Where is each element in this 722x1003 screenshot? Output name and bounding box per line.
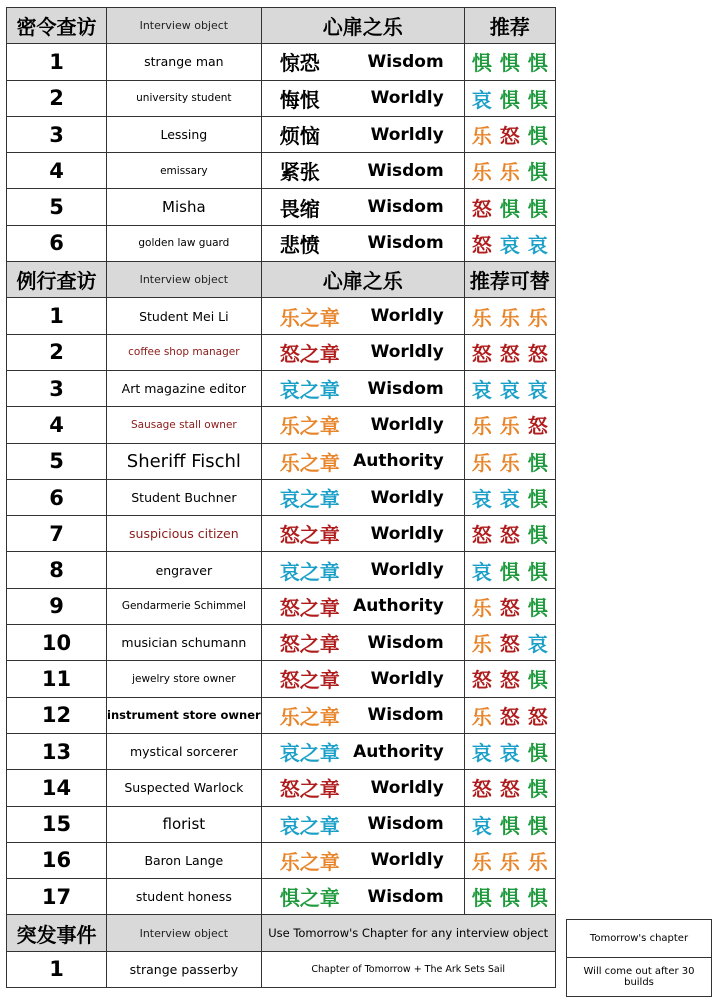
table-row [7, 842, 556, 878]
section-header-secret [7, 8, 556, 44]
heart-emotion: 哀之章 [279, 487, 340, 511]
interview-object: Misha [107, 189, 262, 225]
recommend-emotion: 怒 [471, 777, 492, 802]
heart-cell [261, 298, 464, 334]
recommend-emotion: 乐 [471, 305, 492, 330]
heart-cell [261, 697, 464, 733]
interview-object: coffee shop manager [107, 334, 262, 370]
table-row [7, 552, 556, 588]
recommend-cell [464, 370, 555, 406]
recommend-cell [464, 625, 555, 661]
recommend-emotion: 怒 [471, 341, 492, 366]
table-row [7, 298, 556, 334]
heart-cell [261, 879, 464, 915]
heart-emotion: 乐之章 [279, 305, 340, 330]
recommend-emotion: 乐 [499, 160, 520, 185]
recommend-emotion: 惧 [471, 51, 492, 76]
interview-object: Gendarmerie Schimmel [107, 588, 262, 624]
heart-type: Wisdom [367, 632, 444, 653]
table-row [7, 407, 556, 443]
interview-table [6, 7, 556, 988]
recommend-emotion: 乐 [499, 450, 520, 475]
row-number: 3 [7, 370, 107, 406]
recommend-cell [464, 334, 555, 370]
table-row [7, 116, 556, 152]
heart-cell [261, 516, 464, 552]
row-number: 5 [7, 443, 107, 479]
recommend-emotion: 怒 [527, 414, 548, 439]
recommend-emotion: 怒 [499, 668, 520, 693]
recommend-emotion: 惧 [527, 741, 548, 766]
recommend-emotion: 哀 [499, 378, 520, 403]
recommend-emotion: 乐 [499, 305, 520, 330]
interview-object: Baron Lange [107, 842, 262, 878]
heart-type: Worldly [370, 850, 444, 871]
heart-cell [261, 733, 464, 769]
recommend-cell [464, 552, 555, 588]
interview-object: Suspected Warlock [107, 770, 262, 806]
recommend-emotion: 怒 [499, 341, 520, 366]
table-row [7, 625, 556, 661]
recommend-emotion: 惧 [527, 450, 548, 475]
heart-emotion: 哀之章 [279, 813, 340, 838]
recommend-emotion: 怒 [499, 523, 520, 548]
row-number: 6 [7, 479, 107, 515]
heart-type: Worldly [370, 88, 444, 109]
recommend-emotion: 惧 [499, 559, 520, 584]
row-number: 11 [7, 661, 107, 697]
recommend-emotion: 惧 [527, 813, 548, 838]
recommend-emotion: 惧 [527, 886, 548, 911]
recommend-emotion: 乐 [471, 595, 492, 620]
heart-type: Wisdom [367, 378, 444, 399]
heart-type: Worldly [370, 668, 444, 689]
heart-type: Worldly [370, 523, 444, 544]
heart-emotion: 怒之章 [279, 777, 340, 802]
recommend-emotion: 怒 [499, 777, 520, 802]
row-number: 12 [7, 697, 107, 733]
recommend-cell [464, 443, 555, 479]
interview-object: Student Mei Li [107, 298, 262, 334]
table-row [7, 334, 556, 370]
recommend-emotion: 乐 [471, 160, 492, 185]
section-title: 突发事件 [7, 915, 107, 951]
table-row [7, 153, 556, 189]
recommend-cell [464, 661, 555, 697]
heart-emotion: 乐之章 [279, 450, 340, 475]
heart-cell [261, 189, 464, 225]
recommend-cell [464, 298, 555, 334]
recommend-emotion: 怒 [527, 341, 548, 366]
heart-type: Worldly [370, 560, 444, 581]
row-number: 1 [7, 951, 107, 987]
recommend-emotion: 乐 [471, 124, 492, 149]
recommend-emotion: 惧 [527, 777, 548, 802]
heart-type: Wisdom [367, 705, 444, 726]
heart-emotion: 紧张 [279, 160, 320, 185]
recommend-emotion: 乐 [471, 414, 492, 439]
heart-cell [261, 770, 464, 806]
interview-object: suspicious citizen [107, 516, 262, 552]
recommend-emotion: 乐 [471, 849, 492, 874]
heart-emotion: 悲愤 [279, 232, 320, 257]
recommend-cell [464, 225, 555, 261]
recommend-emotion: 怒 [499, 632, 520, 657]
recommend-emotion: 乐 [527, 305, 548, 330]
recommend-emotion: 惧 [499, 51, 520, 76]
interview-object: jewelry store owner [107, 661, 262, 697]
interview-object: Student Buchner [107, 479, 262, 515]
table-row [7, 879, 556, 915]
heart-type: Wisdom [367, 51, 444, 72]
row-number: 6 [7, 225, 107, 261]
table-row [7, 588, 556, 624]
row-number: 8 [7, 552, 107, 588]
section-header-sudden [7, 915, 556, 951]
heart-emotion: 悔恨 [279, 87, 320, 112]
heart-emotion: 惧之章 [279, 886, 340, 911]
table-row [7, 80, 556, 116]
heart-emotion: 怒之章 [279, 595, 340, 620]
recommend-emotion: 惧 [471, 886, 492, 911]
recommend-cell [464, 407, 555, 443]
recommend-emotion: 哀 [471, 487, 492, 511]
recommend-emotion: 惧 [499, 813, 520, 838]
interview-object: emissary [107, 153, 262, 189]
heart-type: Worldly [370, 414, 444, 435]
heart-cell [261, 842, 464, 878]
recommend-emotion: 乐 [499, 849, 520, 874]
heart-cell [261, 44, 464, 80]
recommend-cell [464, 116, 555, 152]
row-number: 5 [7, 189, 107, 225]
table-row [7, 370, 556, 406]
heart-emotion: 哀之章 [279, 559, 340, 584]
recommend-emotion: 哀 [527, 378, 548, 403]
recommend-emotion: 哀 [499, 741, 520, 766]
recommend-emotion: 怒 [471, 668, 492, 693]
heart-emotion: 烦恼 [279, 124, 320, 149]
recommend-cell [464, 153, 555, 189]
section-title: 例行查访 [7, 262, 107, 298]
tomorrow-chapter-title: Tomorrow's chapter [567, 920, 712, 958]
heart-header: 心扉之乐 [261, 262, 464, 298]
heart-type: Wisdom [367, 233, 444, 254]
heart-emotion: 怒之章 [279, 523, 340, 548]
recommend-emotion: 哀 [471, 87, 492, 112]
recommend-emotion: 怒 [499, 704, 520, 729]
heart-cell [261, 552, 464, 588]
object-header: Interview object [107, 8, 262, 44]
recommend-emotion: 怒 [499, 595, 520, 620]
heart-type: Wisdom [367, 197, 444, 218]
interview-object: golden law guard [107, 225, 262, 261]
heart-cell [261, 225, 464, 261]
recommend-emotion: 哀 [499, 232, 520, 257]
heart-emotion: 怒之章 [279, 341, 340, 366]
heart-type: Worldly [370, 306, 444, 327]
heart-type: Wisdom [367, 160, 444, 181]
heart-emotion: 惊恐 [279, 51, 320, 76]
recommend-emotion: 惧 [527, 559, 548, 584]
recommend-cell [464, 770, 555, 806]
interview-object: mystical sorcerer [107, 733, 262, 769]
recommend-emotion: 惧 [527, 160, 548, 185]
recommend-emotion: 惧 [527, 87, 548, 112]
recommend-cell [464, 516, 555, 552]
heart-header: 心扉之乐 [261, 8, 464, 44]
object-header: Interview object [107, 262, 262, 298]
heart-cell [261, 443, 464, 479]
row-number: 14 [7, 770, 107, 806]
recommend-emotion: 惧 [527, 523, 548, 548]
table-row [7, 443, 556, 479]
row-number: 10 [7, 625, 107, 661]
table-row [7, 770, 556, 806]
interview-object: Art magazine editor [107, 370, 262, 406]
table-row [7, 733, 556, 769]
recommend-emotion: 乐 [471, 704, 492, 729]
heart-cell [261, 806, 464, 842]
table-row [7, 516, 556, 552]
table-row [7, 225, 556, 261]
recommend-emotion: 哀 [471, 813, 492, 838]
recommend-emotion: 哀 [499, 487, 520, 511]
recommend-emotion: 乐 [499, 414, 520, 439]
heart-emotion: 怒之章 [279, 632, 340, 657]
row-number: 2 [7, 334, 107, 370]
heart-type: Worldly [370, 777, 444, 798]
heart-type: Authority [353, 741, 444, 762]
table-row [7, 806, 556, 842]
recommend-emotion: 惧 [527, 487, 548, 511]
recommend-emotion: 乐 [471, 632, 492, 657]
heart-type: Wisdom [367, 814, 444, 835]
row-number: 4 [7, 153, 107, 189]
heart-emotion: 哀之章 [279, 378, 340, 403]
row-number: 1 [7, 298, 107, 334]
heart-type: Worldly [370, 487, 444, 508]
recommend-cell [464, 806, 555, 842]
interview-object: Sheriff Fischl [107, 443, 262, 479]
interview-object: instrument store owner [107, 697, 262, 733]
table-row [7, 661, 556, 697]
recommend-header: 推荐 [464, 8, 555, 44]
table-row [7, 189, 556, 225]
heart-cell [261, 153, 464, 189]
object-header: Interview object [107, 915, 262, 951]
recommend-emotion: 哀 [527, 232, 548, 257]
table-row [7, 697, 556, 733]
heart-emotion: 畏缩 [279, 196, 320, 221]
heart-cell [261, 334, 464, 370]
recommend-emotion: 怒 [471, 523, 492, 548]
heart-emotion: 乐之章 [279, 414, 340, 439]
recommend-emotion: 乐 [527, 849, 548, 874]
heart-cell [261, 116, 464, 152]
recommend-cell [464, 697, 555, 733]
recommend-cell [464, 479, 555, 515]
heart-emotion: 怒之章 [279, 668, 340, 693]
heart-cell [261, 625, 464, 661]
row-number: 1 [7, 44, 107, 80]
recommend-cell [464, 842, 555, 878]
recommend-emotion: 乐 [471, 450, 492, 475]
interview-object: student honess [107, 879, 262, 915]
interview-object: strange passerby [107, 951, 262, 987]
heart-type: Worldly [370, 342, 444, 363]
row-number: 3 [7, 116, 107, 152]
recommend-emotion: 哀 [471, 559, 492, 584]
recommend-emotion: 惧 [499, 196, 520, 221]
recommend-emotion: 哀 [527, 632, 548, 657]
interview-object: university student [107, 80, 262, 116]
heart-cell [261, 370, 464, 406]
interview-object: Sausage stall owner [107, 407, 262, 443]
heart-cell [261, 479, 464, 515]
heart-type: Wisdom [367, 886, 444, 907]
table-row [7, 951, 556, 987]
recommend-emotion: 怒 [527, 704, 548, 729]
row-number: 4 [7, 407, 107, 443]
section-header-routine [7, 262, 556, 298]
row-number: 16 [7, 842, 107, 878]
recommend-cell [464, 189, 555, 225]
tomorrow-chapter-box [566, 919, 712, 997]
recommend-emotion: 惧 [527, 196, 548, 221]
interview-object: musician schumann [107, 625, 262, 661]
recommend-cell [464, 44, 555, 80]
recommend-cell [464, 80, 555, 116]
heart-type: Authority [353, 596, 444, 617]
recommend-header: 推荐可替 [464, 262, 555, 298]
recommend-emotion: 惧 [527, 668, 548, 693]
recommend-emotion: 惧 [527, 51, 548, 76]
heart-cell [261, 80, 464, 116]
recommend-emotion: 惧 [499, 886, 520, 911]
recommend-emotion: 怒 [471, 232, 492, 257]
interview-object: strange man [107, 44, 262, 80]
interview-object: engraver [107, 552, 262, 588]
recommend-cell [464, 733, 555, 769]
row-number: 2 [7, 80, 107, 116]
row-number: 9 [7, 588, 107, 624]
recommend-emotion: 哀 [471, 378, 492, 403]
heart-emotion: 乐之章 [279, 704, 340, 729]
recommend-emotion: 怒 [471, 196, 492, 221]
table-row [7, 44, 556, 80]
interview-object: Lessing [107, 116, 262, 152]
recommend-emotion: 惧 [527, 595, 548, 620]
row-number: 7 [7, 516, 107, 552]
recommend-emotion: 惧 [499, 87, 520, 112]
recommend-cell [464, 588, 555, 624]
interview-object: florist [107, 806, 262, 842]
tomorrow-chapter-note: Will come out after 30 builds [567, 958, 712, 996]
heart-cell [261, 588, 464, 624]
table-row [7, 479, 556, 515]
recommend-emotion: 怒 [499, 124, 520, 149]
row-number: 17 [7, 879, 107, 915]
heart-emotion: 乐之章 [279, 849, 340, 874]
recommend-emotion: 惧 [527, 124, 548, 149]
heart-emotion: 哀之章 [279, 741, 340, 766]
sudden-recommend: Chapter of Tomorrow + The Ark Sets Sail [261, 951, 555, 987]
recommend-emotion: 哀 [471, 741, 492, 766]
row-number: 15 [7, 806, 107, 842]
row-number: 13 [7, 733, 107, 769]
heart-cell [261, 661, 464, 697]
heart-cell [261, 407, 464, 443]
heart-type: Authority [353, 451, 444, 472]
section-title: 密令查访 [7, 8, 107, 44]
heart-type: Worldly [370, 124, 444, 145]
sudden-note: Use Tomorrow's Chapter for any interview object [261, 915, 555, 951]
recommend-cell [464, 879, 555, 915]
